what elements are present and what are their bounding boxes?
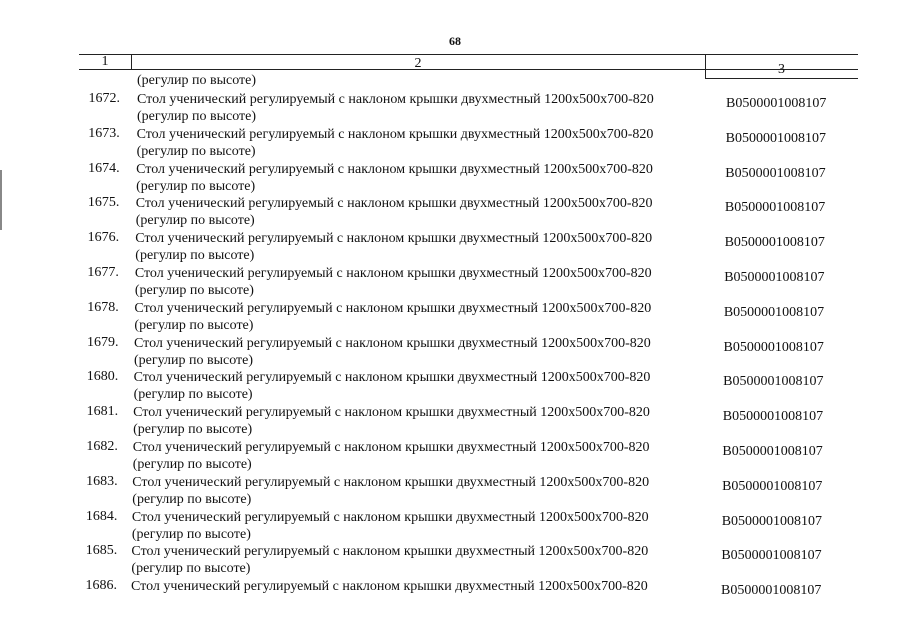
table-row (0, 230, 905, 265)
row-code: B0500001008107 (721, 583, 822, 599)
table-row (0, 543, 905, 578)
row-code: B0500001008107 (726, 96, 827, 111)
table-row (0, 91, 905, 126)
row-code: B0500001008107 (724, 200, 826, 216)
row-description (134, 300, 651, 334)
description-line-1: Стол ученический регулируемый с наклоном крышки двухместный 1200x500x700-820 (133, 405, 650, 421)
page-number: 68 (449, 34, 461, 48)
table-row (0, 578, 905, 613)
row-code: B0500001008107 (724, 235, 825, 251)
description-line-1: Стол ученический регулируемый с наклоном крышки двухместный 1200x500x700-820 (132, 474, 650, 490)
row-number: 1683. (86, 473, 118, 489)
row-description (135, 265, 652, 299)
row-code: B0500001008107 (723, 339, 824, 355)
table-row (0, 439, 905, 474)
row-description (133, 404, 650, 438)
row-description (134, 335, 651, 369)
row-number: 1682. (86, 439, 118, 454)
description-line-2: (регулир по высоте) (136, 178, 256, 194)
row-number: 1681. (86, 404, 119, 420)
description-line-1: Стол ученический регулируемый с наклоном крышки двухместный 1200x500x700-820 (136, 161, 653, 177)
description-line-2: (регулир по высоте) (136, 143, 256, 159)
row-number: 1686. (85, 578, 117, 594)
column-header-2: 2 (414, 56, 422, 71)
description-line-1: Стол ученический регулируемый с наклоном крышки двухместный 1200x500x700-820 (133, 370, 651, 386)
description-line-1: Стол ученический регулируемый с наклоном крышки двухместный 1200x500x700-820 (131, 544, 649, 560)
description-line-2: (регулир по высоте) (134, 283, 254, 298)
row-description (132, 509, 649, 543)
row-number: 1685. (85, 543, 118, 559)
description-line-1: Стол ученический регулируемый с наклоном крышки двухместный 1200x500x700-820 (134, 335, 651, 351)
column-header-1: 1 (101, 54, 109, 69)
header-bottom-rule-col3 (705, 78, 858, 79)
table-row (0, 369, 905, 404)
row-description (137, 91, 654, 125)
row-code: B0500001008107 (722, 409, 824, 425)
row-description (136, 195, 653, 229)
row-number: 1684. (85, 508, 118, 524)
description-line-2: (регулир по высоте) (135, 213, 255, 229)
description-line-2: (регулир по высоте) (134, 317, 254, 333)
table-row (0, 161, 905, 196)
table-row (0, 509, 905, 544)
row-number: 1672. (88, 91, 120, 106)
description-line-1: Стол ученический регулируемый с наклоном крышки двухместный 1200x500x700-820 (136, 126, 654, 142)
description-line-1: Стол ученический регулируемый с наклоном крышки двухместный 1200x500x700-820 (134, 300, 652, 316)
row-description (137, 126, 654, 160)
description-line-2: (регулир по высоте) (133, 422, 253, 438)
table-row (0, 126, 905, 161)
row-number: 1674. (88, 160, 120, 176)
row-code: B0500001008107 (725, 165, 826, 181)
row-code: B0500001008107 (721, 548, 822, 564)
description-line-2: (регулир по высоте) (137, 109, 257, 124)
table-row (0, 265, 905, 300)
row-code: B0500001008107 (724, 270, 825, 285)
row-description (136, 161, 653, 195)
continuation-text: (регулир по высоте) (137, 73, 257, 88)
row-code: B0500001008107 (723, 374, 824, 390)
description-line-1: Стол ученический регулируемый с наклоном крышки двухместный 1200x500x700-820 (131, 509, 649, 525)
table-row (0, 404, 905, 439)
row-code: B0500001008107 (722, 444, 823, 459)
description-line-1: Стол ученический регулируемый с наклоном крышки двухместный 1200x500x700-820 (135, 231, 653, 247)
description-line-1: Стол ученический регулируемый с наклоном крышки двухместный 1200x500x700-820 (134, 266, 652, 281)
row-description (131, 578, 648, 595)
table-row (0, 335, 905, 370)
description-line-2: (регулир по высоте) (132, 457, 252, 472)
row-number: 1677. (87, 265, 119, 280)
table-row (0, 474, 905, 509)
row-number: 1676. (87, 230, 120, 246)
description-line-1: Стол ученический регулируемый с наклоном крышки двухместный 1200x500x700-820 (137, 92, 654, 107)
description-line-2: (регулир по высоте) (133, 387, 253, 403)
column-header-3: 3 (778, 62, 785, 77)
description-line-2: (регулир по высоте) (131, 561, 251, 577)
description-line-1: Стол ученический регулируемый с наклоном крышки двухместный 1200x500x700-820 (135, 196, 653, 212)
row-number: 1679. (87, 334, 119, 350)
row-number: 1678. (87, 299, 119, 315)
row-code: B0500001008107 (722, 478, 823, 494)
row-description (132, 474, 649, 508)
header-top-rule (79, 54, 858, 55)
row-description (131, 543, 648, 577)
description-line-2: (регулир по высоте) (132, 491, 252, 507)
row-description (133, 439, 650, 473)
row-description (135, 230, 652, 264)
row-code: B0500001008107 (721, 513, 823, 529)
table-row (0, 195, 905, 230)
description-line-1: Стол ученический регулируемый с наклоном крышки двухместный 1200x500x700-820 (132, 440, 650, 455)
description-line-2: (регулир по высоте) (134, 352, 254, 368)
row-number: 1673. (88, 125, 120, 141)
row-description (134, 369, 651, 403)
description-line-2: (регулир по высоте) (131, 526, 251, 542)
row-number: 1680. (86, 369, 119, 385)
description-line-1: Стол ученический регулируемый с наклоном крышки двухместный 1200x500x700-820 (131, 579, 648, 595)
table-row (0, 300, 905, 335)
row-code: B0500001008107 (725, 130, 826, 146)
row-code: B0500001008107 (723, 304, 825, 320)
row-number: 1675. (87, 195, 120, 211)
description-line-2: (регулир по высоте) (135, 248, 255, 264)
